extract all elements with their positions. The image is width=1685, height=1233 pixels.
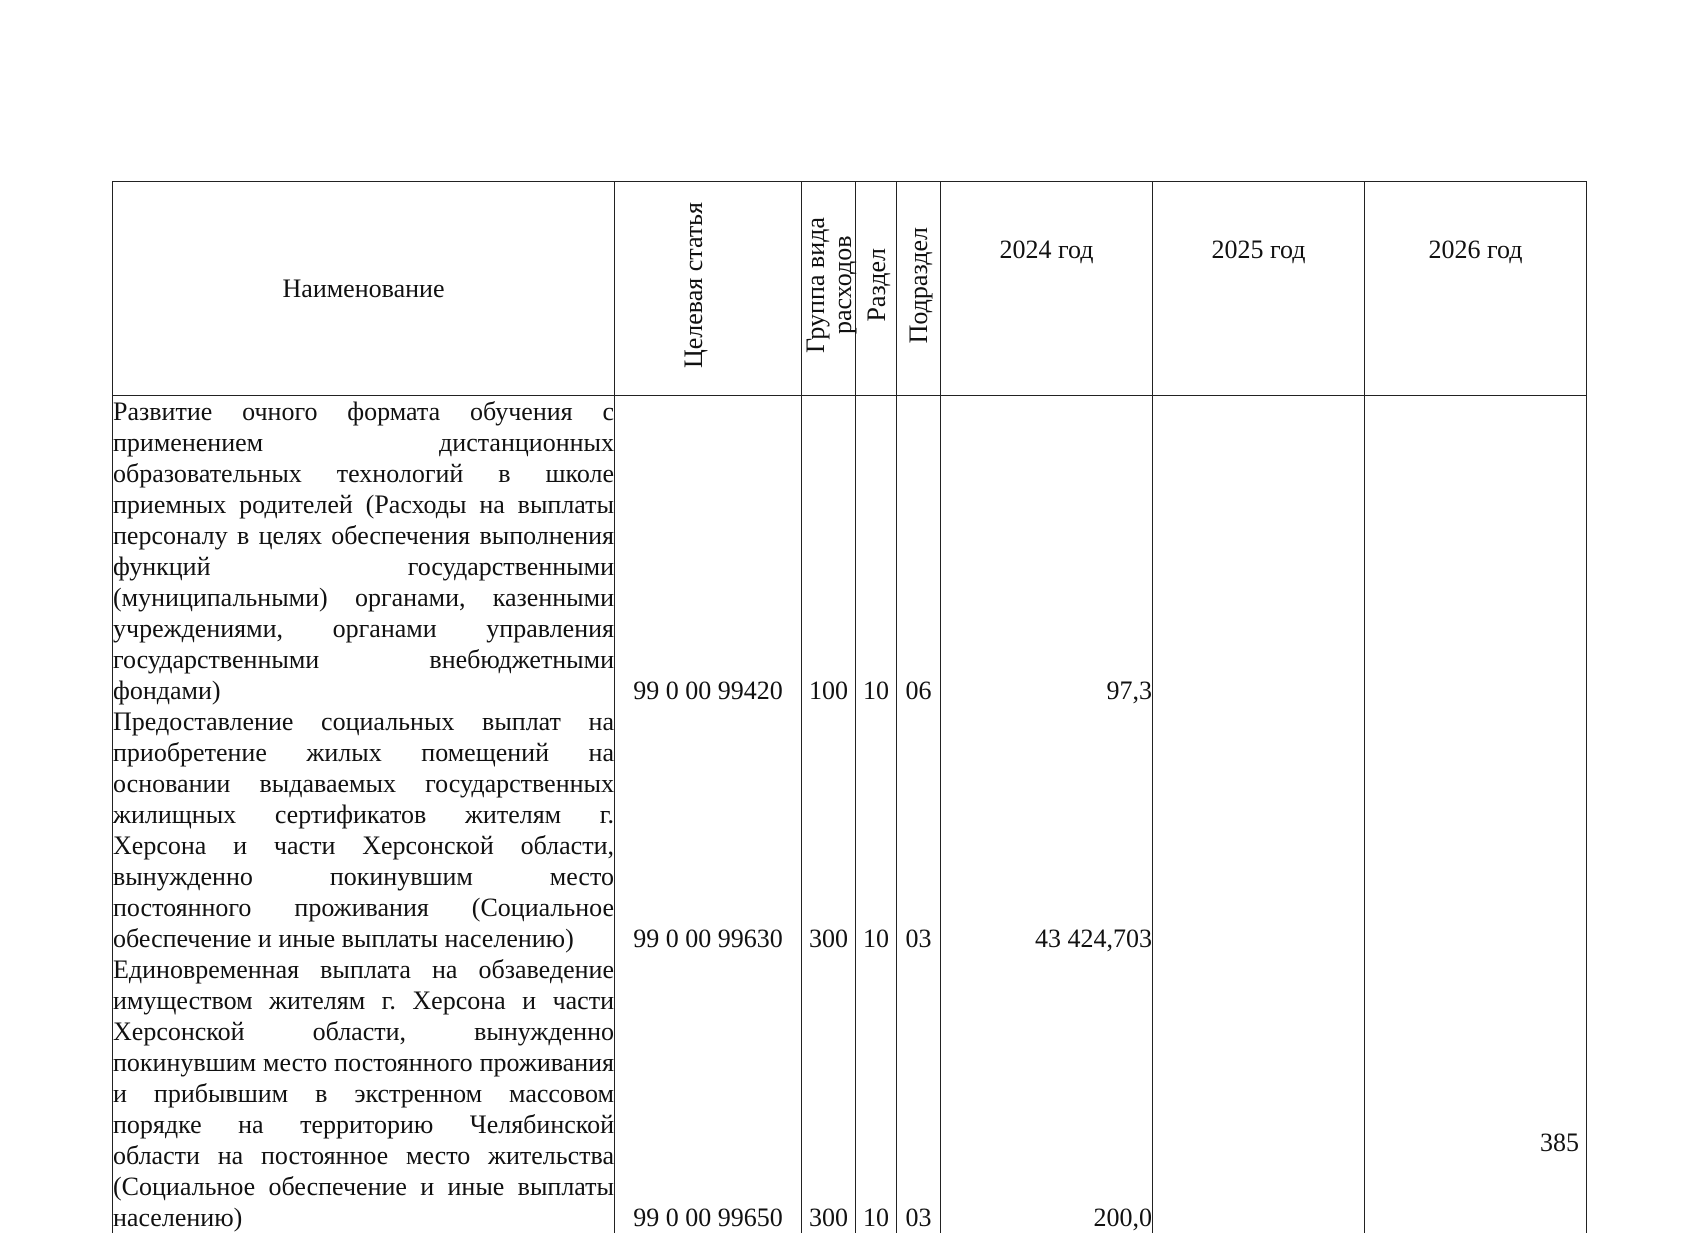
header-year-2026: 2026 год	[1365, 182, 1587, 396]
row-amount-2026	[1365, 396, 1587, 707]
row-section: 10	[856, 396, 897, 707]
row-subsection: 03	[897, 706, 941, 954]
header-target-article: Целевая статья	[615, 182, 802, 396]
row-amount-2026	[1365, 706, 1587, 954]
table-row	[113, 954, 1587, 1233]
row-amount-2025	[1153, 954, 1365, 1233]
header-section: Раздел	[856, 182, 897, 396]
row-subsection: 06	[897, 396, 941, 707]
row-amount-2026	[1365, 954, 1587, 1233]
header-expense-group: Группа вида расходов	[802, 182, 856, 396]
header-year-2024: 2024 год	[941, 182, 1153, 396]
row-subsection: 03	[897, 954, 941, 1233]
row-section: 10	[856, 706, 897, 954]
header-year-2025: 2025 год	[1153, 182, 1365, 396]
row-section: 10	[856, 954, 897, 1233]
row-amount-2024: 97,3	[941, 396, 1153, 707]
table-row	[113, 706, 1587, 954]
row-name: Предоставление социальных выплат на приобретение жилых помещений на основании выдаваемых государственных жилищных сертификатов жителям г. Херсона и части Херсонской области, вынужденно покинувшим место постоянного проживания (Социальное обеспечение и иные выплаты населению)	[113, 707, 614, 953]
page-number: 385	[1540, 1128, 1579, 1157]
header-name: Наименование	[113, 182, 615, 396]
row-expense-group: 300	[802, 706, 856, 954]
table-header-row	[113, 182, 1587, 396]
row-name: Развитие очного формата обучения с применением дистанционных образовательных технологий в школе приемных родителей (Расходы на выплаты персоналу в целях обеспечения выполнения функций государственными (муниципальными) органами, казенными учреждениями, органами управления государственными внебюджетными фондами)	[113, 397, 614, 705]
row-target-article: 99 0 00 99650	[615, 954, 802, 1233]
table-row	[113, 396, 1587, 707]
row-expense-group: 100	[802, 396, 856, 707]
row-amount-2025	[1153, 706, 1365, 954]
budget-table	[112, 181, 1587, 1233]
row-expense-group: 300	[802, 954, 856, 1233]
row-target-article: 99 0 00 99420	[615, 396, 802, 707]
row-amount-2024: 43 424,703	[941, 706, 1153, 954]
row-name: Единовременная выплата на обзаведение имуществом жителям г. Херсона и части Херсонской области, вынужденно покинувшим место постоянного проживания и прибывшим в экстренном массовом порядке на территорию Челябинской области на постоянное место жительства (Социальное обеспечение и иные выплаты населению)	[113, 955, 614, 1232]
row-amount-2025	[1153, 396, 1365, 707]
row-amount-2024: 200,0	[941, 954, 1153, 1233]
header-subsection: Подраздел	[897, 182, 941, 396]
row-target-article: 99 0 00 99630	[615, 706, 802, 954]
